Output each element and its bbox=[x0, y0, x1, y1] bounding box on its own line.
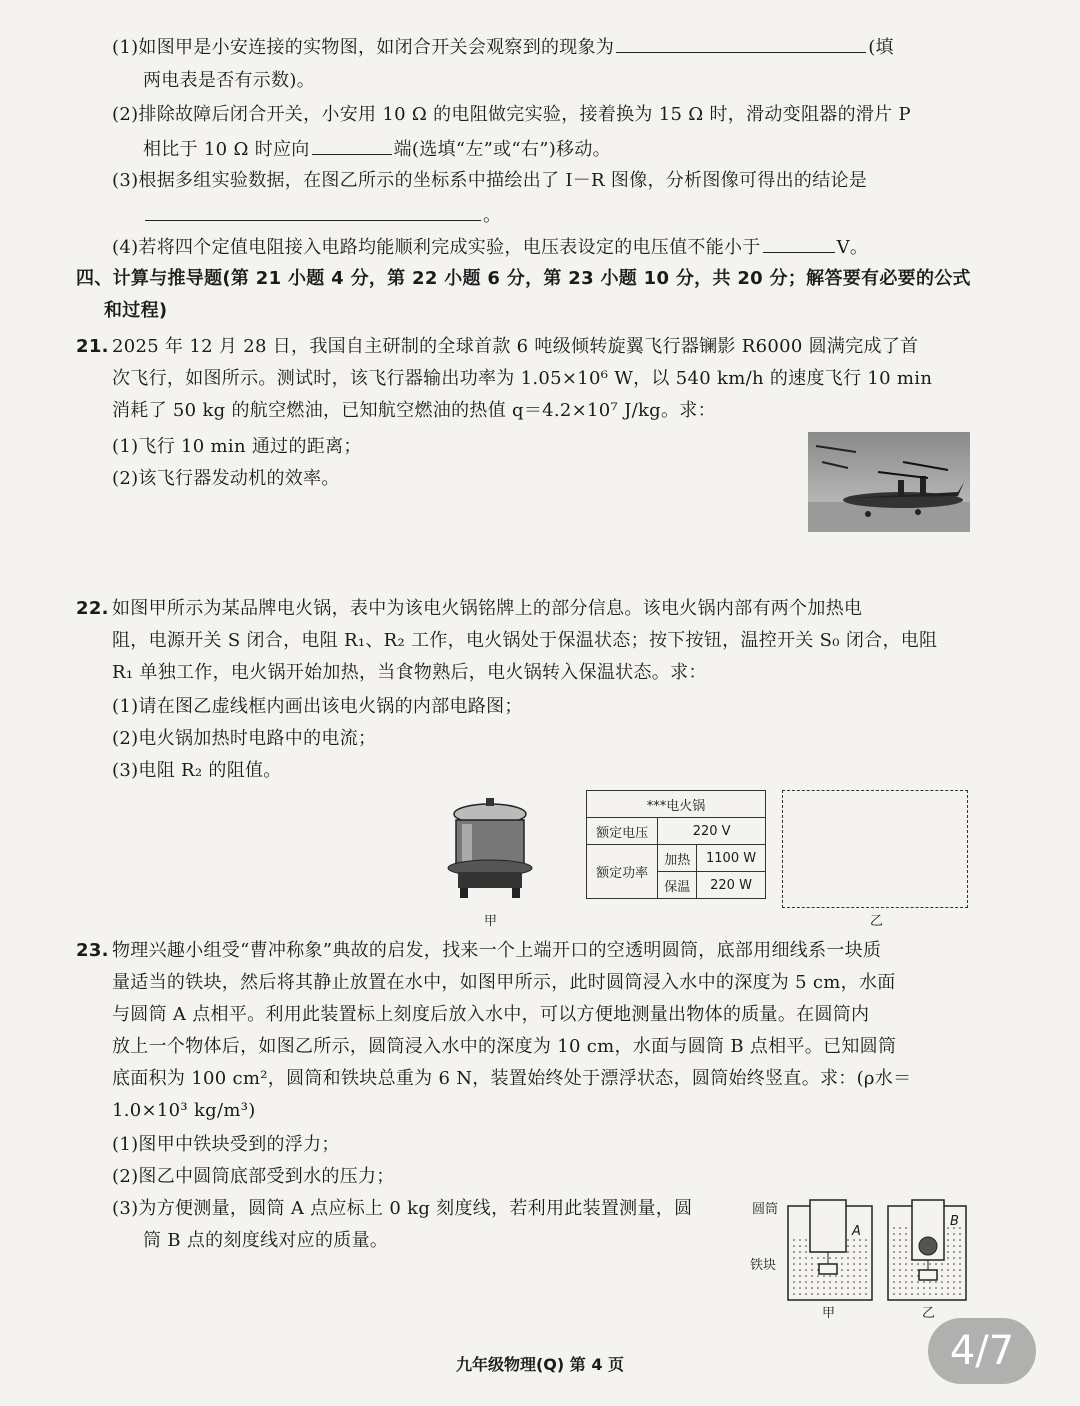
q23-text: 量适当的铁块，然后将其静止放置在水中，如图甲所示，此时圆筒浸入水中的深度为 5 cm，水面 bbox=[112, 972, 896, 993]
plate-value: 220 W bbox=[697, 872, 766, 899]
q21-text: 消耗了 50 kg 的航空燃油，已知航空燃油的热值 q＝4.2×10⁷ J/kg。求： bbox=[112, 400, 716, 421]
q23-sub-3-cont: 筒 B 点的刻度线对应的质量。 bbox=[143, 1230, 389, 1251]
q-part-2-cont bbox=[143, 136, 611, 163]
answer-blank bbox=[763, 234, 835, 253]
text: (1)如图甲是小安连接的实物图，如闭合开关会观察到的现象为 bbox=[112, 37, 615, 58]
label-point-a: A bbox=[852, 1224, 861, 1239]
q22-text: 阻，电源开关 S 闭合，电阻 R₁、R₂ 工作，电火锅处于保温状态；按下按钮，温控开关 S₀ 闭合，电阻 bbox=[112, 630, 938, 651]
container-figure-b bbox=[886, 1196, 970, 1302]
q-part-4 bbox=[112, 234, 868, 261]
q22-text: R₁ 单独工作，电火锅开始加热，当食物熟后，电火锅转入保温状态。求： bbox=[112, 662, 707, 683]
text: V。 bbox=[836, 237, 869, 258]
question-number: 21. bbox=[76, 336, 109, 357]
text: 。 bbox=[483, 205, 502, 226]
section-heading: 四、计算与推导题(第 21 小题 4 分，第 22 小题 6 分，第 23 小题 10 分，共 20 分；解答要有必要的公式 bbox=[76, 268, 971, 289]
q23-text: 1.0×10³ kg/m³) bbox=[112, 1100, 256, 1121]
plate-value: 220 V bbox=[658, 818, 766, 845]
question-number: 23. bbox=[76, 940, 109, 961]
page-footer: 九年级物理(Q) 第 4 页 bbox=[455, 1355, 625, 1374]
q-part-1-cont: 两电表是否有示数)。 bbox=[143, 70, 316, 91]
answer-blank bbox=[145, 202, 481, 221]
figure-caption: 甲 bbox=[484, 914, 498, 929]
answer-blank bbox=[312, 136, 392, 155]
text: 相比于 10 Ω 时应向 bbox=[143, 139, 310, 160]
q23-sub-3: (3)为方便测量，圆筒 A 点应标上 0 kg 刻度线，若利用此装置测量，圆 bbox=[112, 1198, 693, 1219]
q-part-2: (2)排除故障后闭合开关，小安用 10 Ω 的电阻做完实验，接着换为 15 Ω 时，滑动变阻器的滑片 P bbox=[112, 104, 911, 125]
q-part-3-cont bbox=[143, 202, 501, 229]
q22-sub-1: (1)请在图乙虚线框内画出该电火锅的内部电路图； bbox=[112, 696, 523, 717]
q21-text: 2025 年 12 月 28 日，我国自主研制的全球首款 6 吨级倾转旋翼飞行器镧影 R6000 圆满完成了首 bbox=[112, 336, 919, 357]
plate-value: 1100 W bbox=[697, 845, 766, 872]
q-part-3: (3)根据多组实验数据，在图乙所示的坐标系中描绘出了 I－R 图像，分析图像可得出的结论是 bbox=[112, 170, 868, 191]
plate-label: 保温 bbox=[658, 872, 697, 899]
plate-label: 额定功率 bbox=[587, 845, 658, 899]
answer-blank bbox=[616, 34, 866, 53]
label-point-b: B bbox=[950, 1214, 959, 1229]
q22-sub-3: (3)电阻 R₂ 的阻值。 bbox=[112, 760, 282, 781]
plate-label: 额定电压 bbox=[587, 818, 658, 845]
text: 端(选填“左”或“右”)移动。 bbox=[393, 139, 611, 160]
q21-text: 次飞行，如图所示。测试时，该飞行器输出功率为 1.05×10⁶ W，以 540 km/h 的速度飞行 10 min bbox=[112, 368, 933, 389]
label-iron-block: 铁块 bbox=[750, 1258, 777, 1273]
figure-caption: 乙 bbox=[870, 914, 884, 929]
hot-pot-figure bbox=[446, 796, 534, 904]
aircraft-photo bbox=[808, 432, 970, 532]
figure-caption: 乙 bbox=[922, 1306, 936, 1321]
q22-sub-2: (2)电火锅加热时电路中的电流； bbox=[112, 728, 377, 749]
question-number: 22. bbox=[76, 598, 109, 619]
q23-text: 物理兴趣小组受“曹冲称象”典故的启发，找来一个上端开口的空透明圆筒，底部用细线系一块质 bbox=[112, 940, 882, 961]
plate-label: 加热 bbox=[658, 845, 697, 872]
q23-text: 底面积为 100 cm²，圆筒和铁块总重为 6 N，装置始终处于漂浮状态，圆筒始终竖直。求：(ρ水＝ bbox=[112, 1068, 912, 1089]
page-indicator-badge[interactable]: 4/7 bbox=[928, 1318, 1036, 1384]
section-heading-cont: 和过程) bbox=[104, 300, 168, 321]
text: (填 bbox=[868, 37, 894, 58]
nameplate-table bbox=[586, 790, 766, 899]
q23-text: 与圆筒 A 点相平。利用此装置标上刻度后放入水中，可以方便地测量出物体的质量。在圆筒内 bbox=[112, 1004, 870, 1025]
container-figure-a bbox=[786, 1196, 876, 1302]
label-tube: 圆筒 bbox=[752, 1202, 779, 1217]
figure-caption: 甲 bbox=[822, 1306, 836, 1321]
q21-sub-2: (2)该飞行器发动机的效率。 bbox=[112, 468, 340, 489]
plate-title: ***电火锅 bbox=[587, 791, 766, 818]
text: (4)若将四个定值电阻接入电路均能顺利完成实验，电压表设定的电压值不能小于 bbox=[112, 237, 761, 258]
circuit-drawing-box bbox=[782, 790, 968, 908]
q21-sub-1: (1)飞行 10 min 通过的距离； bbox=[112, 436, 362, 457]
q23-sub-2: (2)图乙中圆筒底部受到水的压力； bbox=[112, 1166, 395, 1187]
q-part-1 bbox=[112, 34, 894, 61]
q23-text: 放上一个物体后，如图乙所示，圆筒浸入水中的深度为 10 cm，水面与圆筒 B 点相平。已知圆筒 bbox=[112, 1036, 897, 1057]
q22-text: 如图甲所示为某品牌电火锅，表中为该电火锅铭牌上的部分信息。该电火锅内部有两个加热电 bbox=[112, 598, 863, 619]
q23-sub-1: (1)图甲中铁块受到的浮力； bbox=[112, 1134, 340, 1155]
